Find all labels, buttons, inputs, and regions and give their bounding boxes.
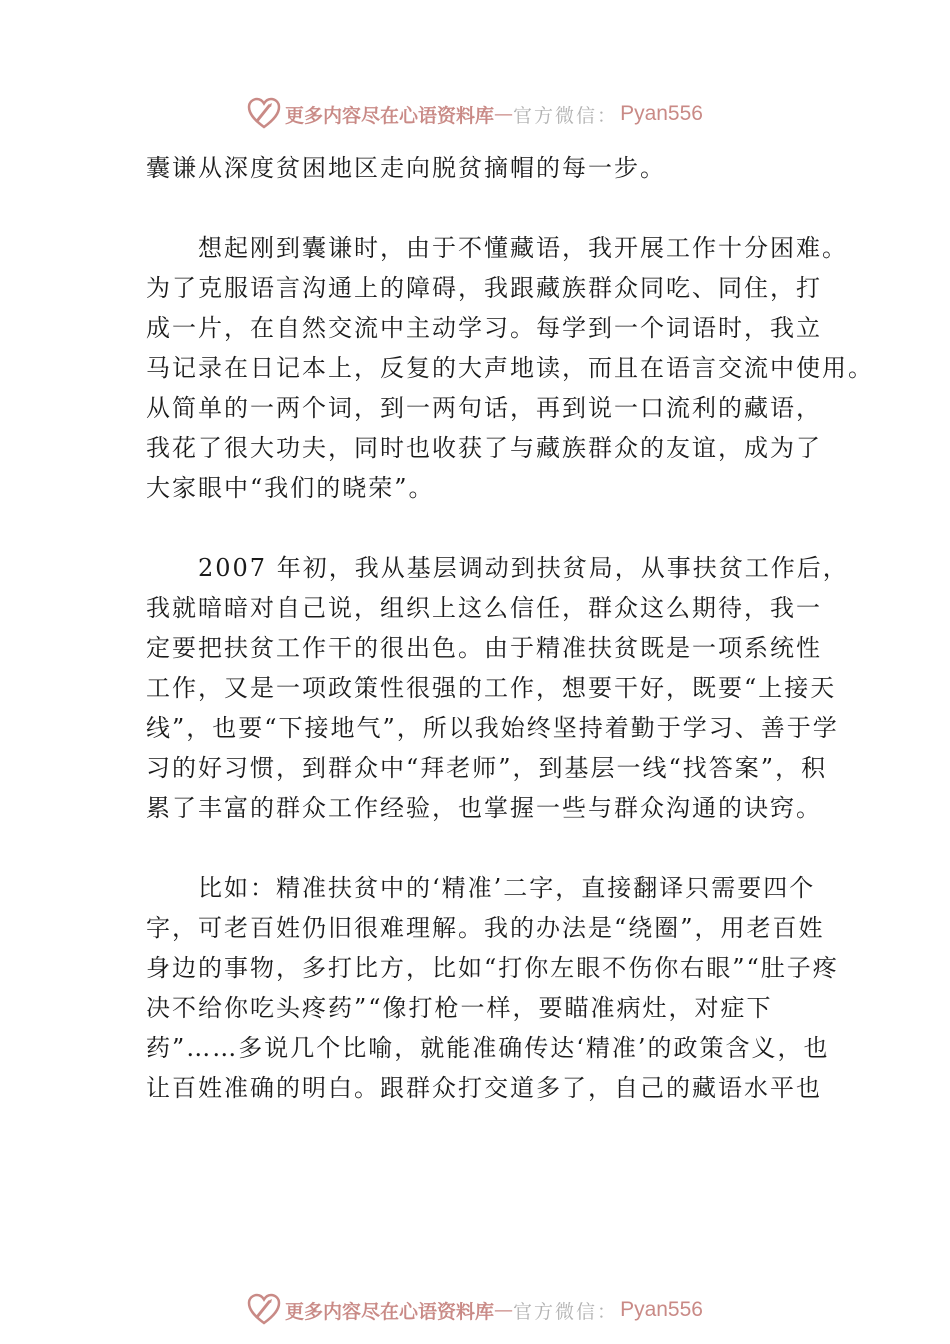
paragraph-3 (146, 868, 846, 1108)
footer-brand-text: 更多内容尽在心语资料库 (285, 1300, 495, 1323)
text-line: 马记录在日记本上，反复的大声地读，而且在语言交流中使用。 (146, 354, 874, 382)
text-line: 从简单的一两个词，到一两句话，再到说一口流利的藏语， (146, 394, 822, 422)
header-banner (0, 94, 950, 134)
text-line: 决不给你吃头疼药”“像打枪一样，要瞄准病灶，对症下 (146, 994, 773, 1022)
text-line: 我就暗暗对自己说，组织上这么信任，群众这么期待，我一 (146, 594, 822, 622)
text-line: 线”，也要“下接地气”，所以我始终坚持着勤于学习、善于学 (146, 714, 839, 742)
text-line: 累了丰富的群众工作经验，也掌握一些与群众沟通的诀窍。 (146, 794, 822, 822)
heart-pen-icon (247, 1293, 281, 1327)
text-line: 字，可老百姓仍旧很难理解。我的办法是“绕圈”，用老百姓 (146, 914, 825, 942)
heart-pen-icon (247, 97, 281, 131)
footer-wechat-handle: Pyan556 (620, 1298, 703, 1321)
text-line: 定要把扶贫工作干的很出色。由于精准扶贫既是一项系统性 (146, 634, 822, 662)
footer-banner (0, 1290, 950, 1330)
footer-dash: — (494, 1299, 514, 1321)
text-line: 大家眼中“我们的晓荣”。 (146, 474, 435, 502)
text-line: 药”……多说几个比喻，就能准确传达‘精准’的政策含义，也 (146, 1034, 830, 1062)
text-line: 成一片，在自然交流中主动学习。每学到一个词语时，我立 (146, 314, 822, 342)
document-body (146, 148, 874, 1108)
text-line: 2007 年初，我从基层调动到扶贫局，从事扶贫工作后， (146, 554, 849, 582)
header-wechat-label: 官方微信： (513, 104, 619, 127)
text-line: 比如：精准扶贫中的‘精准’二字，直接翻译只需要四个 (146, 874, 816, 902)
header-brand-text: 更多内容尽在心语资料库 (285, 104, 495, 127)
paragraph-0 (146, 148, 846, 188)
text-line: 为了克服语言沟通上的障碍，我跟藏族群众同吃、同住，打 (146, 274, 822, 302)
text-line: 囊谦从深度贫困地区走向脱贫摘帽的每一步。 (146, 154, 666, 182)
text-line: 让百姓准确的明白。跟群众打交道多了，自己的藏语水平也 (146, 1074, 822, 1102)
footer-wechat-label: 官方微信： (513, 1300, 619, 1323)
paragraph-2 (146, 548, 849, 828)
text-line: 习的好习惯，到群众中“拜老师”，到基层一线“找答案”，积 (146, 754, 828, 782)
text-line: 想起刚到囊谦时，由于不懂藏语，我开展工作十分困难。 (146, 234, 848, 262)
paragraph-1 (146, 228, 874, 508)
header-dash: — (494, 103, 514, 125)
text-line: 工作，又是一项政策性很强的工作，想要干好，既要“上接天 (146, 674, 837, 702)
text-line: 身边的事物，多打比方，比如“打你左眼不伤你右眼”“肚子疼 (146, 954, 839, 982)
text-line: 我花了很大功夫，同时也收获了与藏族群众的友谊，成为了 (146, 434, 822, 462)
header-wechat-handle: Pyan556 (620, 102, 703, 125)
